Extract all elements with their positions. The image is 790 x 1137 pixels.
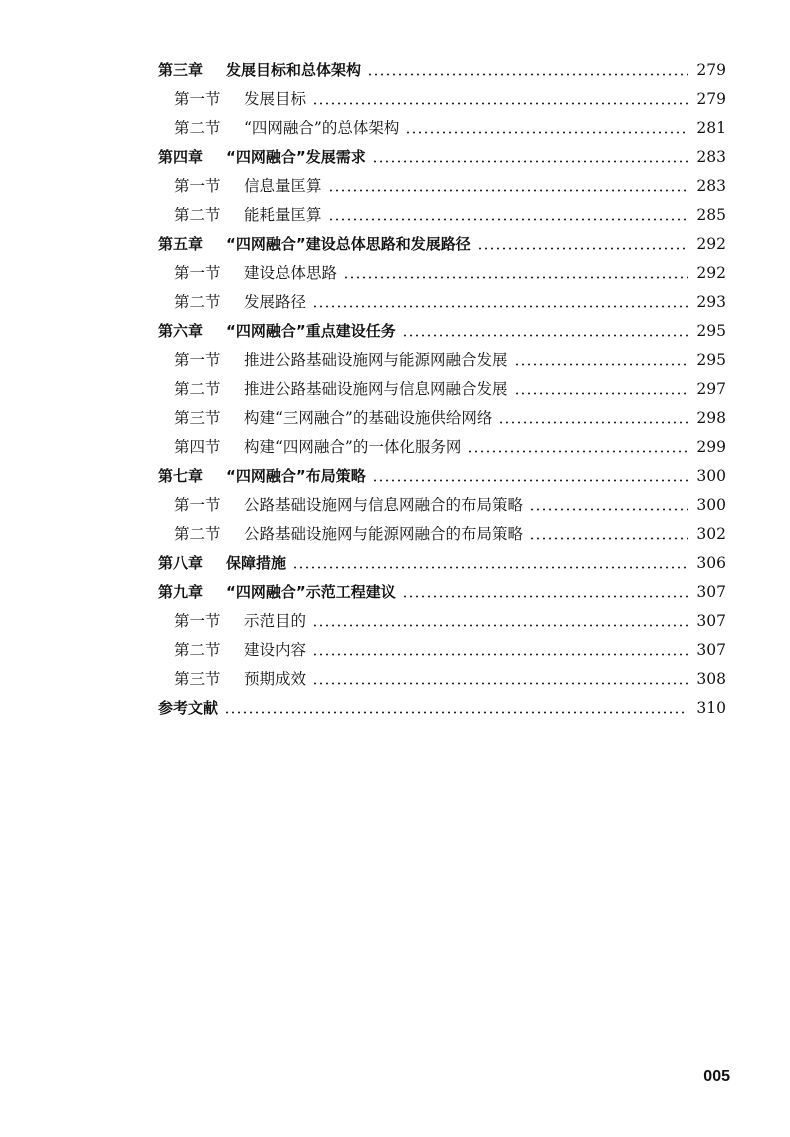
- dot-leader: [328, 189, 688, 192]
- dot-leader: [467, 450, 688, 453]
- toc-chapter-row: [158, 462, 726, 486]
- toc-section-row: [174, 346, 726, 370]
- toc-entry-title: 建设内容: [244, 641, 307, 659]
- toc-entry-number: 第四章: [158, 148, 204, 166]
- toc-entry-number: 第二节: [174, 293, 221, 311]
- toc-section-row: [174, 375, 726, 399]
- dot-leader: [312, 653, 688, 656]
- toc-entry-page: 302: [696, 525, 726, 543]
- toc-entry-page: 293: [696, 293, 726, 311]
- toc-section-row: [174, 114, 726, 138]
- dot-leader: [312, 682, 688, 685]
- toc-entry-page: 300: [696, 496, 726, 514]
- dot-leader: [372, 479, 688, 482]
- dot-leader: [312, 305, 688, 308]
- toc-section-row: [174, 404, 726, 428]
- toc-section-row: [174, 85, 726, 109]
- toc-entry-title: “四网融合”的总体架构: [244, 119, 400, 137]
- toc-entry-title: 发展目标和总体架构: [226, 61, 362, 79]
- toc-entry-page: 292: [696, 264, 726, 282]
- dot-leader: [498, 421, 688, 424]
- toc-entry-number: 第八章: [158, 554, 204, 572]
- toc-entry-number: 第一节: [174, 177, 221, 195]
- dot-leader: [328, 218, 688, 221]
- toc-section-row: [174, 491, 726, 515]
- toc-entry-number: 第一节: [174, 612, 221, 630]
- toc-entry-page: 298: [696, 409, 726, 427]
- toc-entry-page: 281: [696, 119, 726, 137]
- toc-entry-page: 283: [696, 177, 726, 195]
- toc-entry-number: 第五章: [158, 235, 204, 253]
- toc-entry-title: “四网融合”建设总体思路和发展路径: [226, 235, 471, 253]
- dot-leader: [514, 363, 688, 366]
- dot-leader: [402, 334, 688, 337]
- toc-entry-title: “四网融合”发展需求: [226, 148, 366, 166]
- toc-entry-number: 第四节: [174, 438, 221, 456]
- toc-section-row: [174, 607, 726, 631]
- dot-leader: [224, 711, 688, 714]
- toc-section-row: [174, 288, 726, 312]
- toc-entry-number: 第二节: [174, 525, 221, 543]
- toc-entry-number: 第一节: [174, 496, 221, 514]
- toc-entry-page: 285: [696, 206, 726, 224]
- toc-entry-number: 第二节: [174, 206, 221, 224]
- toc-entry-title: 推进公路基础设施网与信息网融合发展: [244, 380, 508, 398]
- toc-entry-title: 预期成效: [244, 670, 307, 688]
- toc-section-row: [174, 520, 726, 544]
- toc-entry-number: 第三节: [174, 409, 221, 427]
- dot-leader: [343, 276, 688, 279]
- toc-entry-title: 建设总体思路: [244, 264, 338, 282]
- toc-entry-title: 发展路径: [244, 293, 307, 311]
- toc-section-row: [174, 433, 726, 457]
- toc-chapter-row: [158, 56, 726, 80]
- toc-entry-title: 发展目标: [244, 90, 307, 108]
- toc-entry-title: 能耗量匡算: [244, 206, 322, 224]
- toc-entry-number: 第二节: [174, 641, 221, 659]
- toc-entry-number: 第一节: [174, 90, 221, 108]
- toc-entry-page: 279: [696, 90, 726, 108]
- toc-chapter-row: [158, 143, 726, 167]
- dot-leader: [529, 508, 688, 511]
- toc-entry-page: 295: [696, 351, 726, 369]
- toc-entry-title: 构建“四网融合”的一体化服务网: [244, 438, 462, 456]
- toc-chapter-row: [158, 230, 726, 254]
- toc-entry-page: 297: [696, 380, 726, 398]
- dot-leader: [372, 160, 688, 163]
- toc-section-row: [174, 636, 726, 660]
- toc-entry-page: 300: [696, 467, 726, 485]
- dot-leader: [514, 392, 688, 395]
- toc-section-row: [174, 665, 726, 689]
- toc-chapter-row: [158, 578, 726, 602]
- dot-leader: [477, 247, 688, 250]
- toc-entry-title: 公路基础设施网与能源网融合的布局策略: [244, 525, 524, 543]
- toc-entry-page: 295: [696, 322, 726, 340]
- toc-entry-title: “四网融合”布局策略: [226, 467, 366, 485]
- toc-entry-title: “四网融合”示范工程建议: [226, 583, 396, 601]
- toc-entry-page: 308: [696, 670, 726, 688]
- toc-entry-title: 示范目的: [244, 612, 307, 630]
- toc-section-row: [174, 172, 726, 196]
- toc-entry-page: 299: [696, 438, 726, 456]
- toc-entry-title: 推进公路基础设施网与能源网融合发展: [244, 351, 508, 369]
- toc-chapter-row: [158, 549, 726, 573]
- dot-leader: [312, 102, 688, 105]
- toc-entry-page: 292: [696, 235, 726, 253]
- toc-entry-page: 307: [696, 641, 726, 659]
- toc-chapter-row: [158, 694, 726, 718]
- toc-entry-page: 310: [696, 699, 726, 717]
- toc-entry-page: 283: [696, 148, 726, 166]
- toc-entry-title: 公路基础设施网与信息网融合的布局策略: [244, 496, 524, 514]
- toc-entry-title: 保障措施: [226, 554, 287, 572]
- toc-entry-number: 第一节: [174, 264, 221, 282]
- toc-entry-page: 306: [696, 554, 726, 572]
- toc-entry-number: 第一节: [174, 351, 221, 369]
- toc-section-row: [174, 201, 726, 225]
- toc-section-row: [174, 259, 726, 283]
- toc-chapter-row: [158, 317, 726, 341]
- dot-leader: [529, 537, 688, 540]
- toc-entry-title: 构建“三网融合”的基础设施供给网络: [244, 409, 493, 427]
- toc-entry-title: “四网融合”重点建设任务: [226, 322, 396, 340]
- toc-entry-number: 第六章: [158, 322, 204, 340]
- toc-entry-number: 第二节: [174, 119, 221, 137]
- dot-leader: [292, 566, 688, 569]
- toc-entry-number: 第九章: [158, 583, 204, 601]
- page-number: 005: [703, 1068, 730, 1085]
- toc-entry-page: 279: [696, 61, 726, 79]
- toc-entry-title: 参考文献: [158, 699, 219, 717]
- dot-leader: [405, 131, 688, 134]
- toc-entry-number: 第三节: [174, 670, 221, 688]
- dot-leader: [402, 595, 688, 598]
- dot-leader: [367, 73, 688, 76]
- toc-entry-page: 307: [696, 612, 726, 630]
- toc-entry-title: 信息量匡算: [244, 177, 322, 195]
- dot-leader: [312, 624, 688, 627]
- toc-entry-number: 第三章: [158, 61, 204, 79]
- toc-entry-number: 第七章: [158, 467, 204, 485]
- toc-entry-number: 第二节: [174, 380, 221, 398]
- toc-entry-page: 307: [696, 583, 726, 601]
